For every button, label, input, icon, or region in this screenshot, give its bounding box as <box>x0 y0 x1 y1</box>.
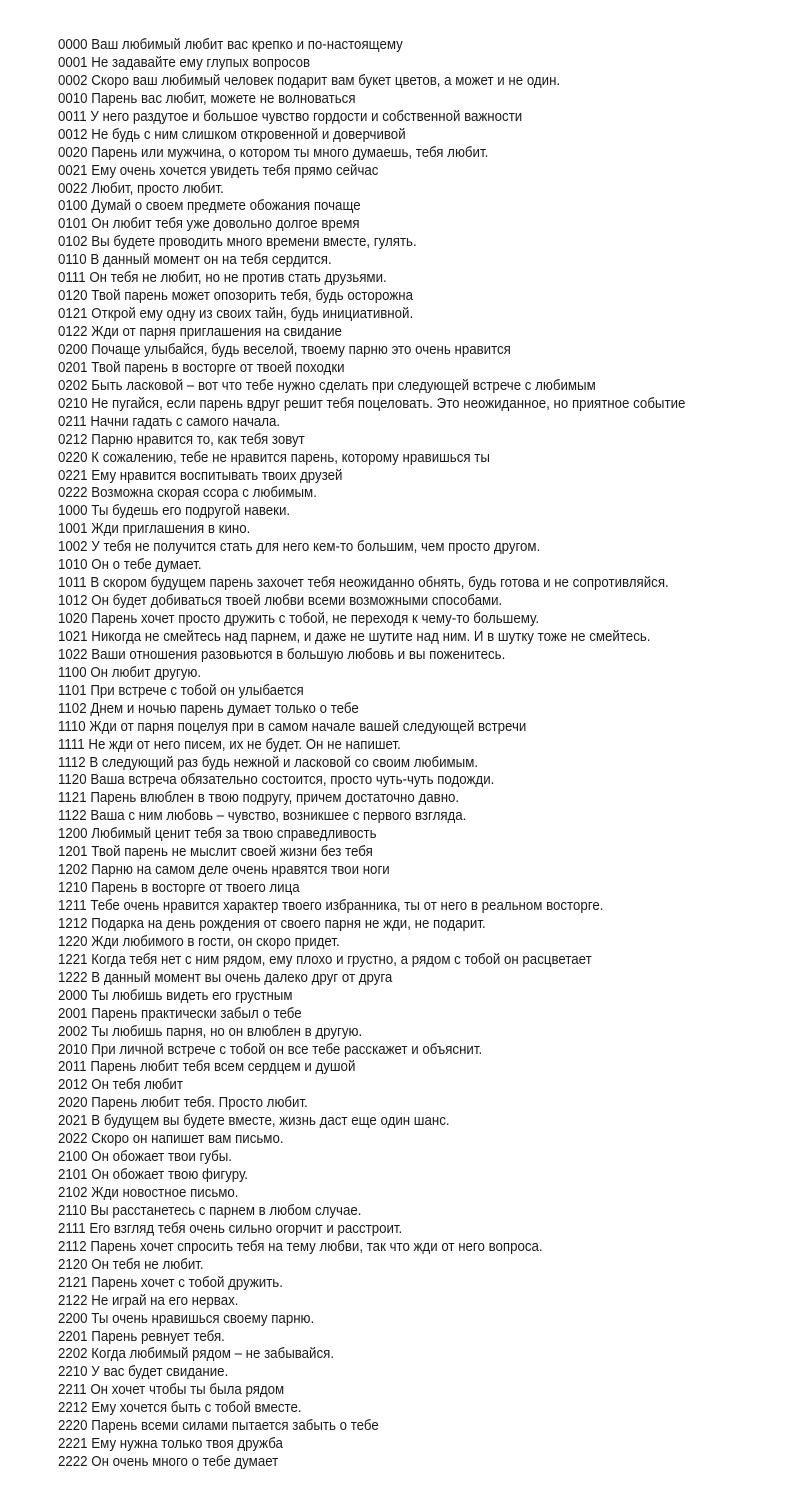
entry-code: 1221 <box>58 951 88 968</box>
list-item <box>58 1131 800 1149</box>
entry-code: 1121 <box>58 790 87 807</box>
entry-text: Когда любимый рядом – не забывайся. <box>91 1346 335 1363</box>
list-item <box>58 808 800 826</box>
list-item <box>58 1364 800 1382</box>
entry-text: Тебе очень нравится характер твоего избранника, ты от него в реальном восторге. <box>90 898 604 914</box>
entry-text: Ты будешь его подругой навеки. <box>91 503 291 520</box>
fortune-list <box>58 37 800 1472</box>
list-item <box>58 1257 800 1275</box>
list-item <box>58 1167 800 1185</box>
entry-text: Парень или мужчина, о котором ты много думаешь, тебя любит. <box>91 144 489 161</box>
entry-text: Парень хочет спросить тебя на тему любви, так что жди от него вопроса. <box>90 1238 543 1255</box>
entry-text: Подарка на день рождения от своего парня не жди, не подарит. <box>91 915 486 932</box>
list-item <box>58 755 800 773</box>
list-item <box>58 450 800 468</box>
entry-code: 1021 <box>58 628 88 645</box>
entry-text: Скоро он напишет вам письмо. <box>91 1131 284 1148</box>
entry-code: 1201 <box>58 844 88 861</box>
list-item <box>58 970 800 988</box>
entry-code: 0201 <box>58 359 88 376</box>
list-item <box>58 432 800 450</box>
entry-code: 1222 <box>58 969 88 986</box>
list-item <box>58 1095 800 1113</box>
entry-text: Ваш любимый любит вас крепко и по-настоящему <box>91 37 403 53</box>
entry-code: 0021 <box>58 162 88 179</box>
list-item <box>58 485 800 503</box>
entry-text: Ваши отношения разовьются в большую любовь и вы поженитесь. <box>91 646 506 663</box>
entry-code: 1002 <box>58 539 88 556</box>
entry-code: 0212 <box>58 431 88 448</box>
entry-code: 2201 <box>58 1328 88 1345</box>
list-item <box>58 1059 800 1077</box>
entry-code: 1220 <box>58 933 88 950</box>
entry-code: 1020 <box>58 611 88 627</box>
entry-code: 2011 <box>58 1059 87 1076</box>
entry-text: Никогда не смейтесь над парнем, и даже не шутите над ним. И в шутку тоже не смейтесь. <box>91 628 651 645</box>
entry-code: 1100 <box>58 664 87 681</box>
list-item <box>58 826 800 844</box>
entry-text: Быть ласковой – вот что тебе нужно сделать при следующей встрече с любимым <box>91 377 596 394</box>
list-item <box>58 862 800 880</box>
entry-text: Парень хочет с тобой дружить. <box>91 1274 283 1291</box>
list-item <box>58 55 800 73</box>
entry-text: Он тебя не любит, но не против стать друзьями. <box>89 270 387 287</box>
entry-text: Ваша встреча обязательно состоится, просто чуть-чуть подожди. <box>90 772 495 789</box>
list-item <box>58 701 800 719</box>
list-item <box>58 1239 800 1257</box>
entry-text: Парень любит тебя. Просто любит. <box>91 1095 308 1112</box>
entry-code: 2012 <box>58 1077 88 1094</box>
list-item <box>58 1006 800 1024</box>
entry-text: Ему очень хочется увидеть тебя прямо сейчас <box>91 162 379 179</box>
list-item <box>58 737 800 755</box>
entry-code: 1011 <box>58 575 87 592</box>
entry-code: 0110 <box>58 252 87 269</box>
entry-code: 0200 <box>58 341 88 358</box>
entry-text: Ему хочется быть с тобой вместе. <box>91 1400 302 1417</box>
list-item <box>58 952 800 970</box>
entry-text: В скором будущем парень захочет тебя неожиданно обнять, будь готова и не сопротивляйся. <box>90 575 669 592</box>
list-item <box>58 288 800 306</box>
list-item <box>58 521 800 539</box>
entry-code: 0000 <box>58 37 88 53</box>
entry-text: Любит, просто любит. <box>91 180 224 197</box>
list-item <box>58 503 800 521</box>
entry-text: Он обожает твою фигуру. <box>91 1167 249 1184</box>
list-item <box>58 665 800 683</box>
entry-text: Не пугайся, если парень вдруг решит тебя поцеловать. Это неожиданное, но приятное событие <box>91 395 686 412</box>
entry-text: В данный момент он на тебя сердится. <box>90 252 332 269</box>
list-item <box>58 593 800 611</box>
entry-text: В данный момент вы очень далеко друг от друга <box>91 969 393 986</box>
entry-text: Парню на самом деле очень нравятся твои ноги <box>91 862 390 879</box>
list-item <box>58 1454 800 1472</box>
entry-code: 2112 <box>58 1238 87 1255</box>
entry-text: У него раздутое и большое чувство гордости и собственной важности <box>90 108 523 125</box>
entry-code: 0111 <box>58 270 86 287</box>
entry-text: Ему нравится воспитывать твоих друзей <box>91 467 343 484</box>
entry-text: Твой парень в восторге от твоей походки <box>91 359 345 376</box>
entry-text: Жди приглашения в кино. <box>91 521 251 538</box>
list-item <box>58 1436 800 1454</box>
entry-text: Он очень много о тебе думает <box>91 1454 279 1471</box>
list-item <box>58 898 800 916</box>
entry-code: 1111 <box>58 736 85 753</box>
entry-code: 1202 <box>58 862 88 879</box>
list-item <box>58 557 800 575</box>
list-item <box>58 360 800 378</box>
entry-code: 2222 <box>58 1454 88 1471</box>
entry-text: Он обожает твои губы. <box>91 1149 233 1166</box>
list-item <box>58 252 800 270</box>
entry-text: Ты любишь парня, но он влюблен в другую. <box>91 1023 363 1040</box>
list-item <box>58 683 800 701</box>
entry-code: 2102 <box>58 1185 88 1201</box>
entry-code: 0210 <box>58 395 88 412</box>
entry-text: Не жди от него писем, их не будет. Он не напишет. <box>88 736 401 753</box>
entry-text: К сожалению, тебе не нравится парень, которому нравишься ты <box>91 449 490 466</box>
list-item <box>58 37 800 55</box>
entry-text: При встрече с тобой он улыбается <box>90 682 304 699</box>
entry-code: 0010 <box>58 90 88 107</box>
entry-code: 1212 <box>58 915 88 932</box>
entry-code: 1022 <box>58 646 88 663</box>
entry-text: При личной встрече с тобой он все тебе расскажет и объяснит. <box>91 1041 483 1058</box>
entry-text: Он любит другую. <box>90 664 202 681</box>
list-item <box>58 916 800 934</box>
entry-code: 2211 <box>58 1382 87 1399</box>
entry-text: Открой ему одну из своих тайн, будь инициативной. <box>91 306 414 323</box>
entry-text: Парень практически забыл о тебе <box>91 1005 302 1022</box>
entry-code: 1001 <box>58 521 88 538</box>
entry-text: Не будь с ним слишком откровенной и доверчивой <box>91 126 406 143</box>
entry-code: 1101 <box>58 682 87 699</box>
entry-text: Парень всеми силами пытается забыть о тебе <box>91 1418 379 1435</box>
entry-text: Парень вас любит, можете не волноваться <box>91 90 356 107</box>
entry-code: 2121 <box>58 1274 88 1291</box>
list-item <box>58 1185 800 1203</box>
entry-text: Он тебя не любит. <box>91 1256 204 1273</box>
list-item <box>58 934 800 952</box>
entry-text: Парень влюблен в твою подругу, причем достаточно давно. <box>90 790 460 807</box>
entry-code: 2110 <box>58 1202 87 1219</box>
entry-text: Не задавайте ему глупых вопросов <box>91 54 311 71</box>
entry-text: Парень ревнует тебя. <box>91 1328 225 1345</box>
entry-code: 2100 <box>58 1149 88 1166</box>
entry-code: 2021 <box>58 1113 88 1130</box>
entry-text: Жди от парня приглашения на свидание <box>91 324 342 340</box>
entry-text: В следующий раз будь нежной и ласковой со своим любимым. <box>89 754 479 771</box>
list-item <box>58 1149 800 1167</box>
entry-code: 2001 <box>58 1005 88 1022</box>
entry-text: Скоро ваш любимый человек подарит вам букет цветов, а может и не один. <box>91 72 561 89</box>
entry-code: 2221 <box>58 1436 88 1453</box>
list-item <box>58 324 800 342</box>
list-item <box>58 1024 800 1042</box>
entry-code: 0122 <box>58 324 88 340</box>
entry-text: Он о тебе думает. <box>91 557 202 574</box>
list-item <box>58 378 800 396</box>
entry-code: 0222 <box>58 485 88 502</box>
entry-text: Думай о своем предмете обожания почаще <box>91 198 361 215</box>
list-item <box>58 127 800 145</box>
entry-code: 1112 <box>58 754 86 771</box>
entry-code: 0220 <box>58 449 88 466</box>
list-item <box>58 109 800 127</box>
list-item <box>58 198 800 216</box>
list-item <box>58 611 800 629</box>
list-item <box>58 73 800 91</box>
entry-code: 2212 <box>58 1400 88 1417</box>
entry-code: 0001 <box>58 54 88 71</box>
entry-code: 1110 <box>58 718 86 735</box>
entry-code: 2010 <box>58 1041 88 1058</box>
entry-code: 2202 <box>58 1346 88 1363</box>
entry-code: 2220 <box>58 1418 88 1435</box>
list-item <box>58 396 800 414</box>
entry-code: 1102 <box>58 700 87 717</box>
entry-text: Днем и ночью парень думает только о тебе <box>90 700 359 717</box>
list-item <box>58 539 800 557</box>
entry-text: Он любит тебя уже довольно долгое время <box>91 216 360 233</box>
entry-code: 0121 <box>58 306 88 323</box>
list-item <box>58 1329 800 1347</box>
list-item <box>58 1382 800 1400</box>
entry-code: 1200 <box>58 826 88 843</box>
list-item <box>58 575 800 593</box>
entry-text: Жди от парня поцелуя при в самом начале вашей следующей встречи <box>89 718 527 735</box>
entry-text: Парню нравится то, как тебя зовут <box>91 431 305 448</box>
entry-text: Ваша с ним любовь – чувство, возникшее с первого взгляда. <box>90 808 467 825</box>
entry-text: Возможна скорая ссора с любимым. <box>91 485 317 502</box>
list-item <box>58 1311 800 1329</box>
list-item <box>58 91 800 109</box>
entry-text: Он будет добиваться твоей любви всеми возможными способами. <box>91 593 503 610</box>
list-item <box>58 647 800 665</box>
list-item <box>58 414 800 432</box>
entry-code: 0100 <box>58 198 88 215</box>
entry-code: 1211 <box>58 898 87 914</box>
list-item <box>58 988 800 1006</box>
entry-text: Не играй на его нервах. <box>91 1292 239 1309</box>
entry-code: 2200 <box>58 1310 88 1327</box>
entry-text: Он хочет чтобы ты была рядом <box>90 1382 285 1399</box>
entry-text: В будущем вы будете вместе, жизнь даст еще один шанс. <box>91 1113 450 1130</box>
entry-code: 2111 <box>58 1220 86 1237</box>
list-item <box>58 216 800 234</box>
list-item <box>58 181 800 199</box>
list-item <box>58 234 800 252</box>
entry-text: Вы будете проводить много времени вместе, гулять. <box>91 234 417 251</box>
list-item <box>58 468 800 486</box>
list-item <box>58 270 800 288</box>
entry-text: Твой парень не мыслит своей жизни без тебя <box>91 844 373 861</box>
entry-code: 0211 <box>58 413 87 430</box>
list-item <box>58 629 800 647</box>
entry-text: Жди новостное письмо. <box>91 1185 239 1201</box>
entry-text: Парень хочет просто дружить с тобой, не переходя к чему-то большему. <box>91 611 540 627</box>
list-item <box>58 1400 800 1418</box>
entry-text: Вы расстанетесь с парнем в любом случае. <box>90 1202 362 1219</box>
entry-code: 1012 <box>58 593 88 610</box>
list-item <box>58 145 800 163</box>
entry-code: 0002 <box>58 72 88 89</box>
entry-text: Любимый ценит тебя за твою справедливость <box>91 826 377 843</box>
list-item <box>58 1077 800 1095</box>
list-item <box>58 719 800 737</box>
entry-code: 1120 <box>58 772 87 789</box>
list-item <box>58 1221 800 1239</box>
list-item <box>58 306 800 324</box>
entry-text: Его взгляд тебя очень сильно огорчит и расстроит. <box>89 1220 403 1237</box>
entry-code: 2210 <box>58 1364 88 1381</box>
entry-text: Ему нужна только твоя дружба <box>91 1436 283 1453</box>
entry-text: Когда тебя нет с ним рядом, ему плохо и грустно, а рядом с тобой он расцветает <box>91 951 592 968</box>
entry-code: 2022 <box>58 1131 88 1148</box>
list-item <box>58 1042 800 1060</box>
entry-text: Ты любишь видеть его грустным <box>91 987 293 1004</box>
entry-code: 2120 <box>58 1256 88 1273</box>
list-item <box>58 880 800 898</box>
entry-code: 2122 <box>58 1292 88 1309</box>
list-item <box>58 790 800 808</box>
entry-text: У вас будет свидание. <box>91 1364 229 1381</box>
entry-code: 0202 <box>58 377 88 394</box>
entry-code: 0120 <box>58 288 88 305</box>
list-item <box>58 1346 800 1364</box>
list-item <box>58 1418 800 1436</box>
entry-text: Начни гадать с самого начала. <box>90 413 281 430</box>
entry-code: 1000 <box>58 503 88 520</box>
list-item <box>58 1113 800 1131</box>
entry-code: 0022 <box>58 180 88 197</box>
list-item <box>58 163 800 181</box>
list-item <box>58 772 800 790</box>
entry-code: 1010 <box>58 557 88 574</box>
entry-text: Твой парень может опозорить тебя, будь осторожна <box>91 288 414 305</box>
entry-text: У тебя не получится стать для него кем-то большим, чем просто другом. <box>91 539 541 556</box>
list-item <box>58 342 800 360</box>
entry-code: 0011 <box>58 108 87 125</box>
list-item <box>58 1203 800 1221</box>
entry-code: 0221 <box>58 467 88 484</box>
entry-text: Он тебя любит <box>91 1077 183 1094</box>
entry-code: 2020 <box>58 1095 88 1112</box>
entry-code: 2000 <box>58 987 88 1004</box>
entry-text: Жди любимого в гости, он скоро придет. <box>91 933 340 950</box>
entry-code: 2101 <box>58 1167 88 1184</box>
entry-code: 0012 <box>58 126 88 143</box>
entry-code: 1122 <box>58 808 87 825</box>
list-item <box>58 1275 800 1293</box>
entry-code: 1210 <box>58 880 88 897</box>
entry-code: 0101 <box>58 216 88 233</box>
entry-text: Ты очень нравишься своему парню. <box>91 1310 315 1327</box>
list-item <box>58 1293 800 1311</box>
entry-text: Почаще улыбайся, будь веселой, твоему парню это очень нравится <box>91 341 511 358</box>
entry-text: Парень любит тебя всем сердцем и душой <box>90 1059 356 1076</box>
entry-code: 0102 <box>58 234 88 251</box>
list-item <box>58 844 800 862</box>
entry-text: Парень в восторге от твоего лица <box>91 880 300 897</box>
entry-code: 0020 <box>58 144 88 161</box>
entry-code: 2002 <box>58 1023 88 1040</box>
